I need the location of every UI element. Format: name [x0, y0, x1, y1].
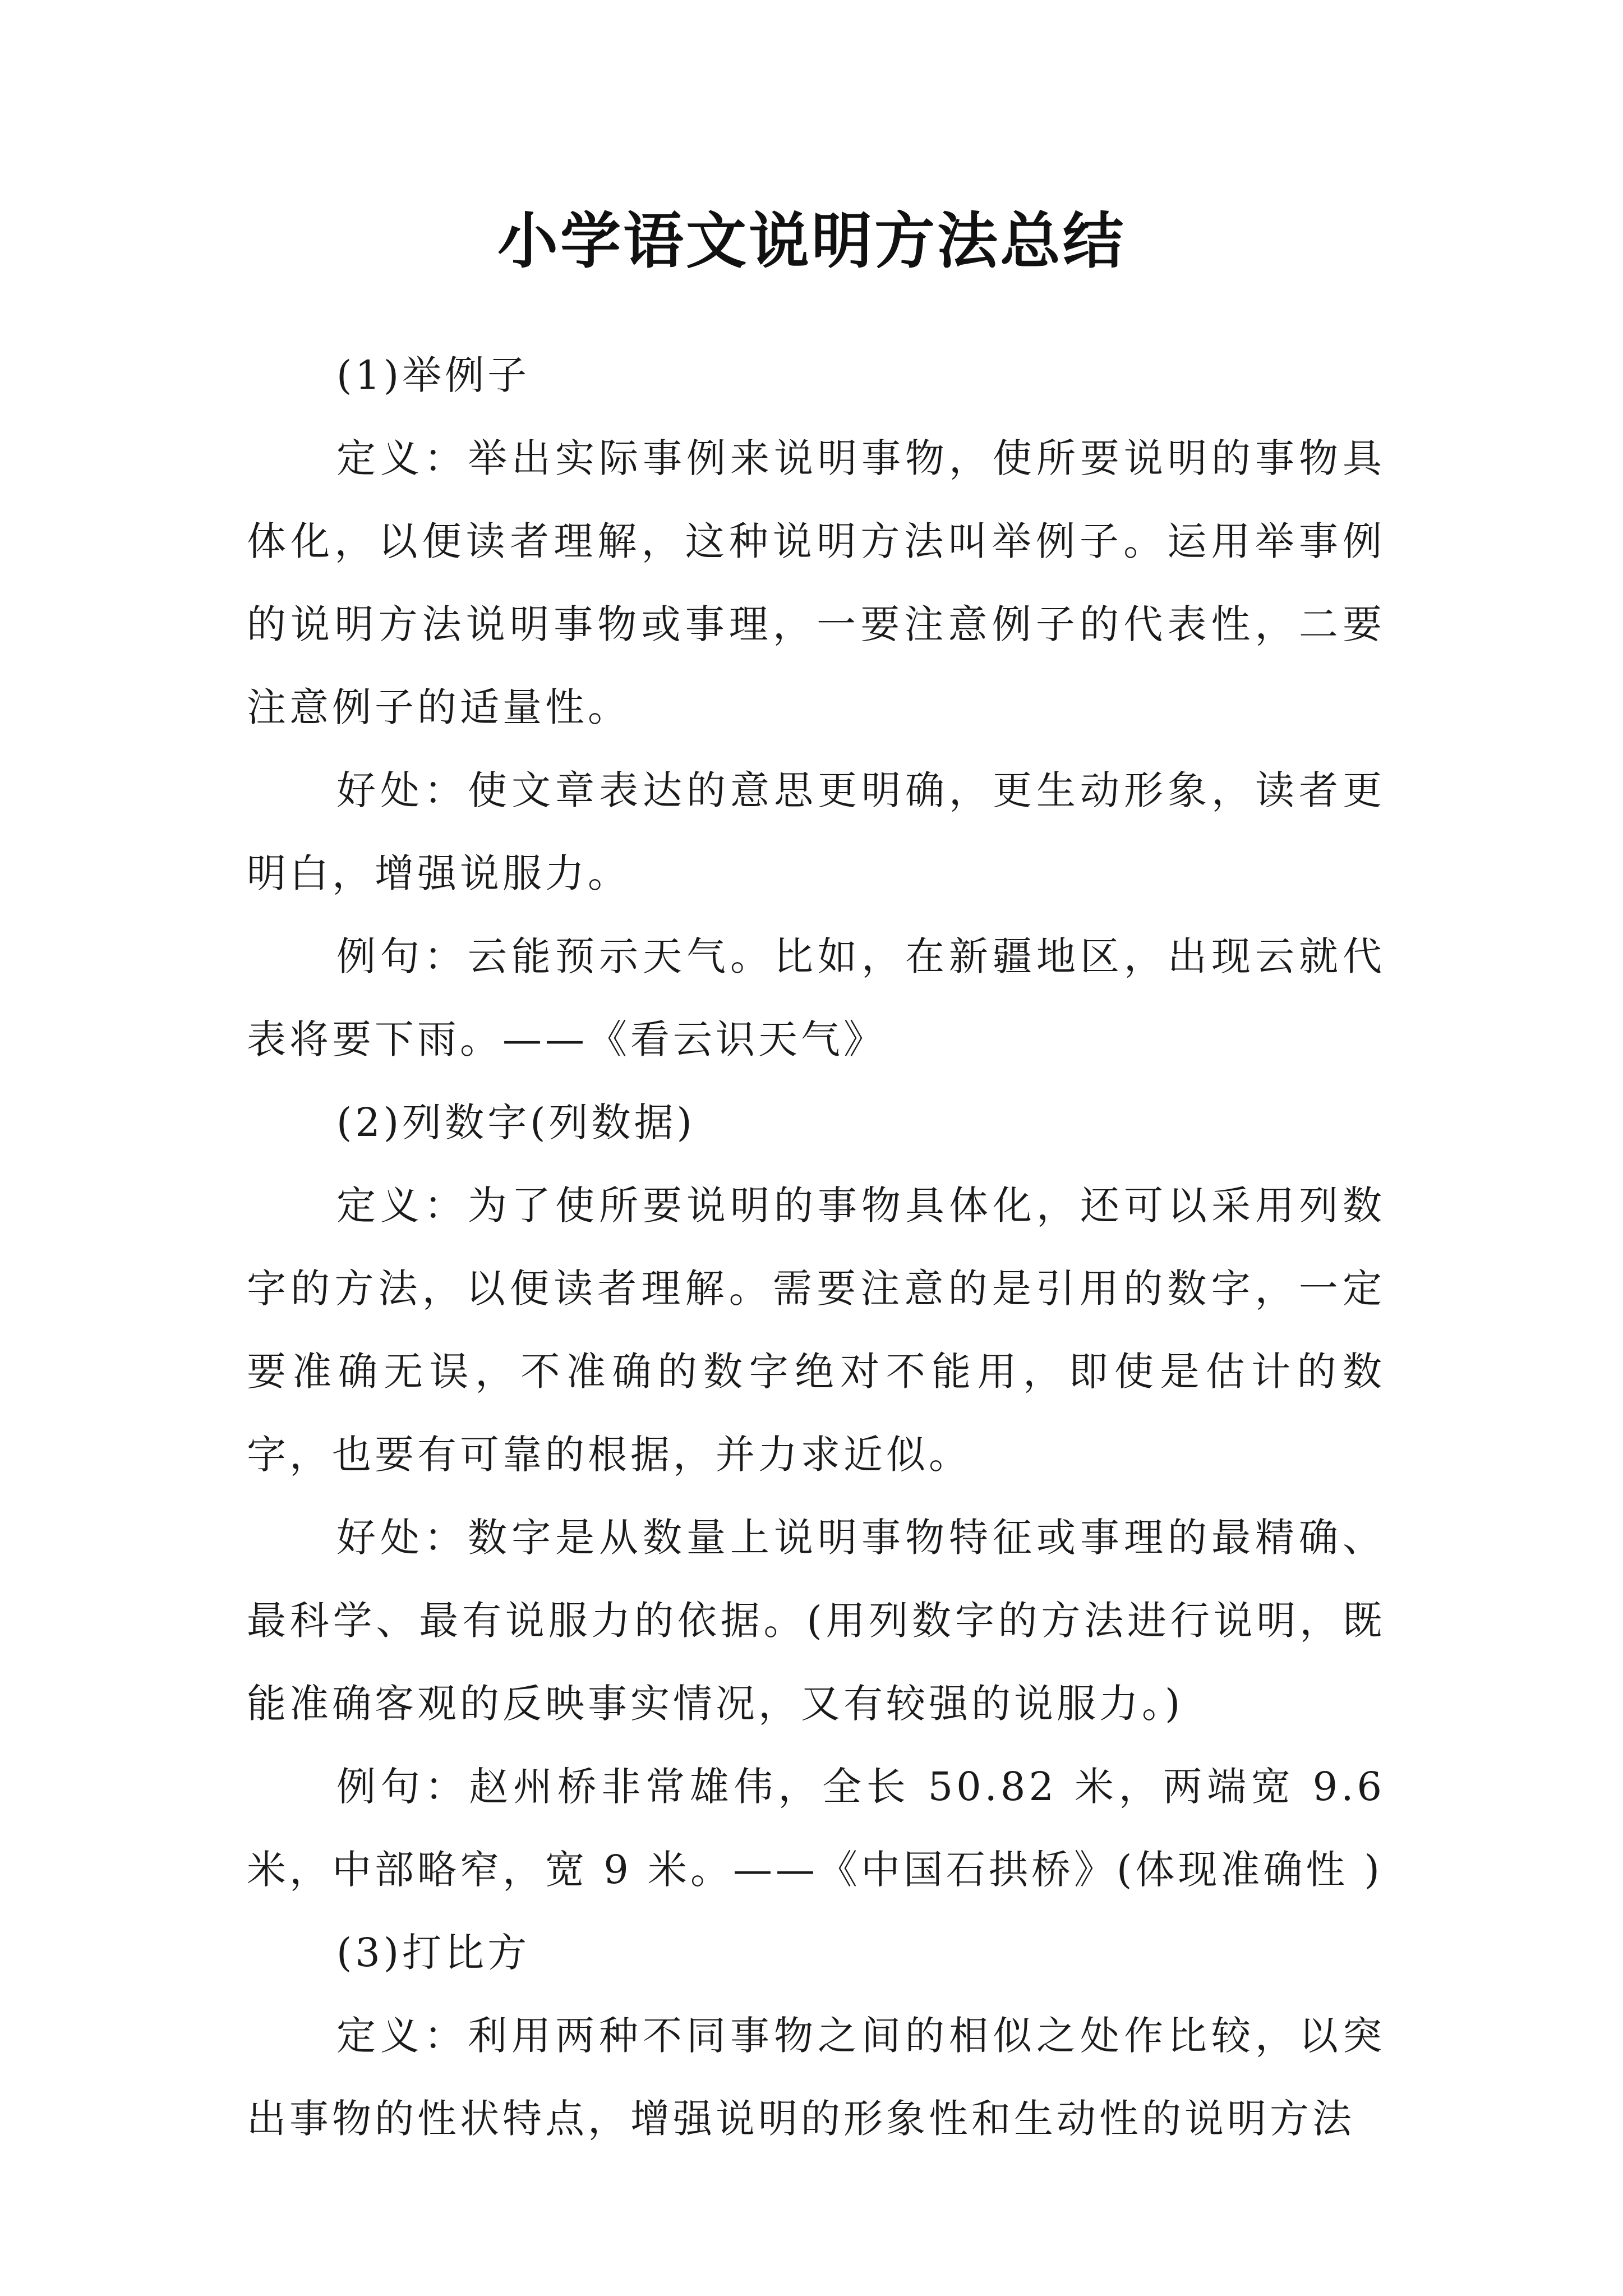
section-heading-example: (1)举例子 — [336, 352, 531, 398]
section-heading-numbers: (2)列数字(列数据) — [336, 1099, 695, 1145]
benefit-paragraph: 好处：使文章表达的意思更明确，更生动形象，读者更明白，增强说服力。 — [247, 767, 1385, 896]
definition-paragraph: 定义：举出实际事例来说明事物，使所要说明的事物具体化，以便读者理解，这种说明方法叫举例子。运用举事例的说明方法说明事物或事理，一要注意例子的代表性，二要注意例子的适量性。 — [247, 435, 1385, 730]
example-sentence-paragraph: 例句：云能预示天气。比如，在新疆地区，出现云就代表将要下雨。——《看云识天气》 — [247, 933, 1385, 1062]
definition-paragraph: 定义：为了使所要说明的事物具体化，还可以采用列数字的方法，以便读者理解。需要注意的是引用的数字，一定要准确无误，不准确的数字绝对不能用，即使是估计的数字，也要有可靠的根据，并力求近似。 — [247, 1182, 1385, 1478]
document-title: 小学语文说明方法总结 — [497, 206, 1126, 277]
document-body — [247, 334, 1385, 2160]
example-sentence-paragraph: 例句：赵州桥非常雄伟，全长 50.82 米，两端宽 9.6 米，中部略窄，宽 9 米。——《中国石拱桥》(体现准确性 ) — [247, 1764, 1385, 1893]
section-heading-analogy: (3)打比方 — [336, 1930, 531, 1976]
benefit-paragraph: 好处：数字是从数量上说明事物特征或事理的最精确、最科学、最有说服力的依据。(用列数字的方法进行说明，既能准确客观的反映事实情况，又有较强的说服力。) — [247, 1515, 1385, 1727]
definition-paragraph: 定义：利用两种不同事物之间的相似之处作比较，以突出事物的性状特点，增强说明的形象性和生动性的说明方法 — [247, 2013, 1385, 2142]
